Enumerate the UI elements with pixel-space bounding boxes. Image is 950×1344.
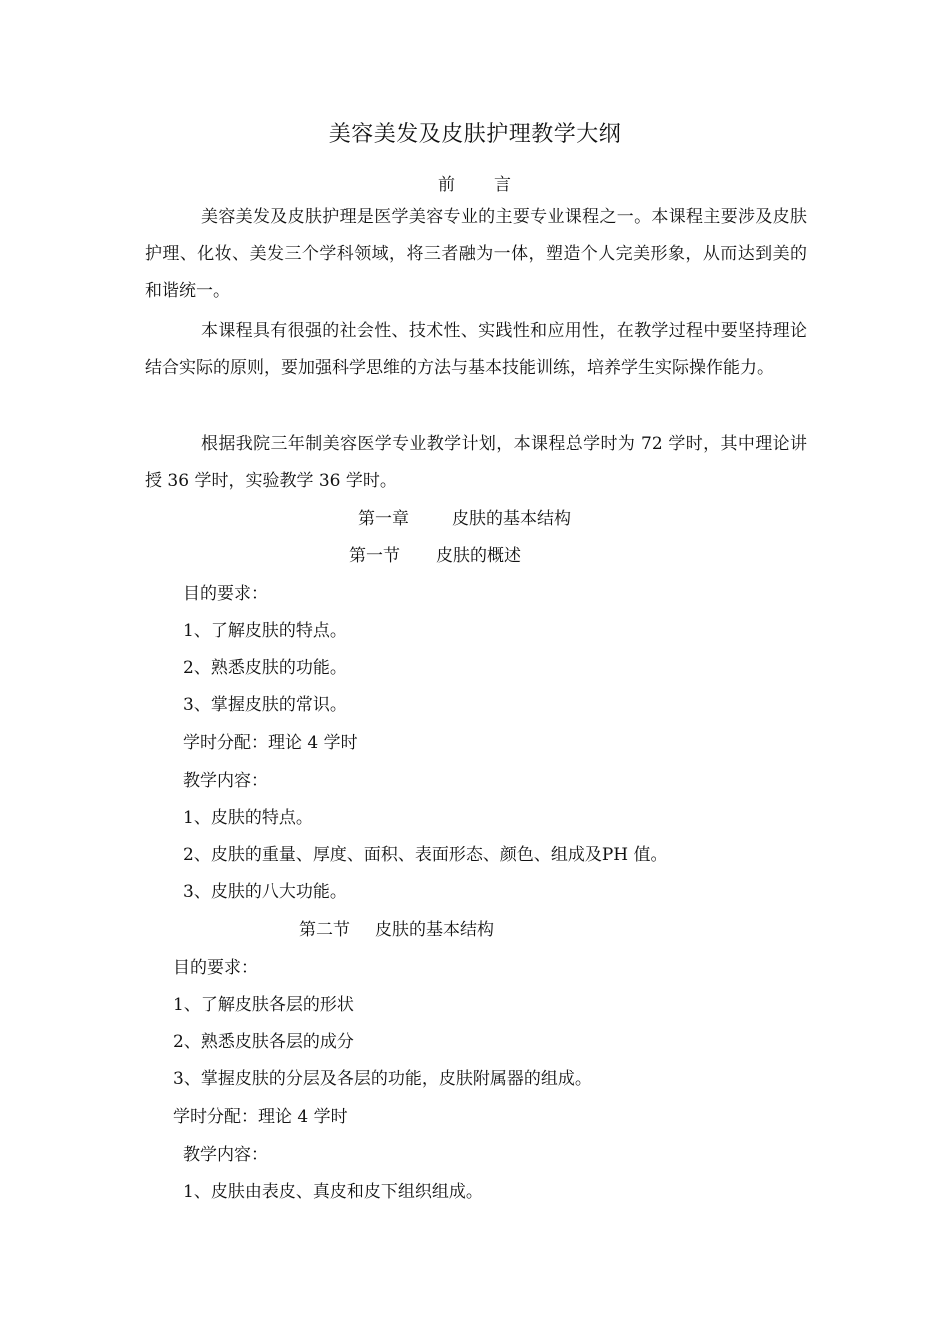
section-2-content-1: 1、皮肤由表皮、真皮和皮下组织组成。 <box>183 1182 483 1202</box>
preface-paragraph-3: 根据我院三年制美容医学专业教学计划，本课程总学时为 72 学时，其中理论讲授 36 学时，实验教学 36 学时。 <box>145 434 807 491</box>
section-2-objectives-label: 目的要求： <box>173 958 258 978</box>
section-2-objective-1: 1、了解皮肤各层的形状 <box>173 995 354 1015</box>
section-1-objective-1: 1、了解皮肤的特点。 <box>183 621 347 641</box>
section-1-content-1: 1、皮肤的特点。 <box>183 808 313 828</box>
section-1-content-label: 教学内容： <box>183 771 268 791</box>
section-1-content-3: 3、皮肤的八大功能。 <box>183 882 347 902</box>
section-2-title: 皮肤的基本结构 <box>375 920 494 940</box>
preface-heading-right: 言 <box>494 175 511 195</box>
section-1-hours: 学时分配：理论 4 学时 <box>183 733 358 753</box>
section-2-objective-3: 3、掌握皮肤的分层及各层的功能，皮肤附属器的组成。 <box>173 1069 592 1089</box>
chapter-1-title: 皮肤的基本结构 <box>452 509 571 529</box>
section-1-objectives-label: 目的要求： <box>183 584 268 604</box>
section-1-number: 第一节 <box>349 546 400 566</box>
preface-heading-left: 前 <box>438 175 455 195</box>
document-title: 美容美发及皮肤护理教学大纲 <box>328 122 622 147</box>
section-1-title: 皮肤的概述 <box>436 546 521 566</box>
section-2-content-label: 教学内容： <box>183 1145 268 1165</box>
section-2-number: 第二节 <box>299 920 350 940</box>
preface-paragraph-1: 美容美发及皮肤护理是医学美容专业的主要专业课程之一。本课程主要涉及皮肤护理、化妆、美发三个学科领域，将三者融为一体，塑造个人完美形象，从而达到美的和谐统一。 <box>145 207 807 301</box>
chapter-1-number: 第一章 <box>358 509 409 529</box>
section-1-objective-2: 2、熟悉皮肤的功能。 <box>183 658 347 678</box>
section-1-content-2: 2、皮肤的重量、厚度、面积、表面形态、颜色、组成及PH 值。 <box>183 845 668 865</box>
preface-paragraph-2: 本课程具有很强的社会性、技术性、实践性和应用性，在教学过程中要坚持理论结合实际的原则，要加强科学思维的方法与基本技能训练，培养学生实际操作能力。 <box>145 321 807 378</box>
section-2-objective-2: 2、熟悉皮肤各层的成分 <box>173 1032 354 1052</box>
section-1-objective-3: 3、掌握皮肤的常识。 <box>183 695 347 715</box>
section-2-hours: 学时分配：理论 4 学时 <box>173 1107 348 1127</box>
